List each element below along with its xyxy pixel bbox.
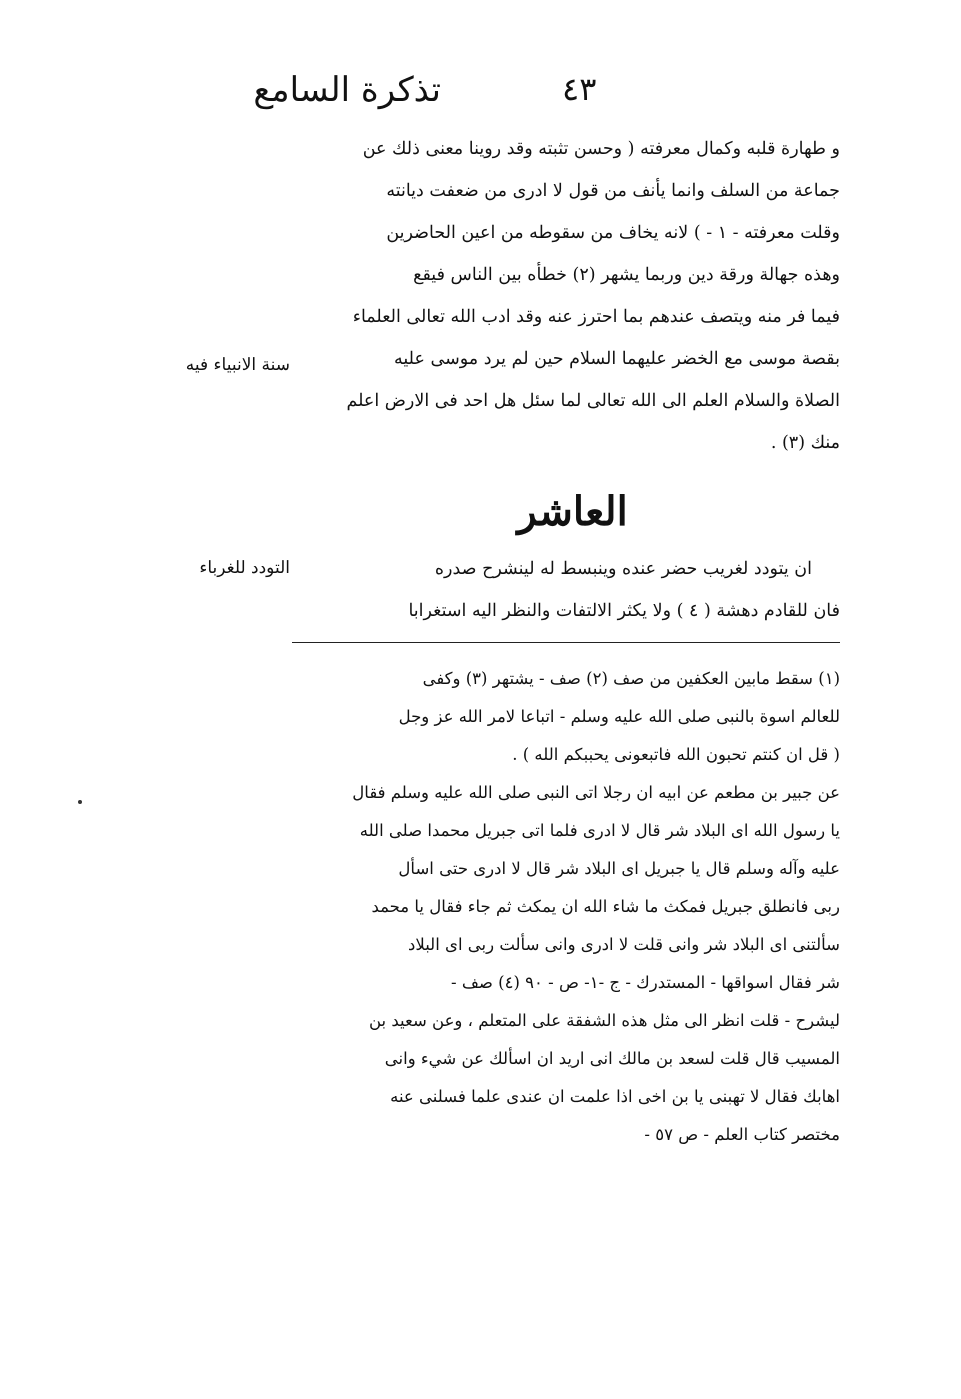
main-text-block	[295, 128, 840, 464]
text-line: بقصة موسى مع الخضر عليهما السلام حين لم يرد موسى عليه	[394, 349, 840, 369]
margin-note-strangers: التودد للغرباء	[199, 558, 290, 578]
section-heading: العاشر	[517, 488, 628, 535]
text-line: وهذه جهالة ورقة دين وربما يشهر (٢) خطأه بين الناس فيقع	[413, 265, 840, 285]
footnote-line: للعالم اسوة بالنبى صلى الله عليه وسلم - اتباعا لامر الله عز وجل	[398, 707, 840, 726]
footnote-line: عليه وآله وسلم قال يا جبريل اى البلاد شر قال لا ادرى حتى اسأل	[398, 859, 840, 878]
text-line: ان يتودد لغريب حضر عنده وينبسط له لينشرح صدره	[434, 559, 812, 579]
footnote-line: (١) سقط مابين العكفين من صف (٢) صف - يشتهر (٣) وكفى	[422, 669, 840, 688]
footnote-line: ربى فانطلق جبريل فمكث ما شاء الله ان يمكث ثم جاء فقال يا محمد	[371, 897, 840, 916]
text-line: الصلاة والسلام العلم الى الله تعالى لما سئل هل احد فى الارض اعلم	[346, 391, 840, 411]
text-line: جماعة من السلف وانما يأنف من قول لا ادرى من ضعفت ديانته	[386, 181, 840, 201]
footnote-line: يا رسول الله اى البلاد شر قال لا ادرى فلما اتى جبريل محمدا صلى الله	[359, 821, 840, 840]
text-line: و طهارة قلبه وكمال معرفته ( وحسن تثبته وقد روينا معنى ذلك عن	[362, 139, 840, 159]
footnote-line: المسيب قال قلت لسعد بن مالك انى اريد ان اسألك عن شيء وانى	[384, 1049, 840, 1068]
footnote-line: اهابك فقال لا تهبنى يا بن اخى اذا علمت ان عندى علما فسلنى عنه	[390, 1087, 840, 1106]
text-line: وقلت معرفته - ١ - ) لانه يخاف من سقوطه من اعين الحاضرين	[386, 223, 840, 243]
scan-speck	[78, 800, 82, 804]
text-line: فان للقادم دهشة ( ٤ ) ولا يكثر الالتفات والنظر اليه استغرابا	[408, 601, 840, 621]
footnote-line: ( قل ان كنتم تحبون الله فاتبعونى يحببكم الله ) .	[512, 745, 840, 764]
footnote-line: مختصر كتاب العلم - ص ٥٧ -	[644, 1125, 840, 1144]
footnote-line: سألتنى اى البلاد شر وانى قلت لا ادرى وانى سألت ربى اى البلاد	[408, 935, 840, 954]
section-paragraph	[295, 548, 840, 632]
text-line: منك (٣) .	[770, 433, 840, 453]
footnote-line: عن جبير بن مطعم عن ابيه ان رجلا اتى النبى صلى الله عليه وسلم فقال	[352, 783, 840, 802]
running-title: تذكرة السامع	[253, 70, 441, 110]
footnote-divider	[292, 642, 840, 643]
footnote-line: ليشرح - قلت انظر الى مثل هذه الشفقة على المتعلم ، وعن سعيد بن	[368, 1011, 840, 1030]
margin-note-prophets: سنة الانبياء فيه	[185, 355, 290, 375]
page-number: ٤٣	[562, 70, 597, 108]
footnotes-block	[295, 660, 840, 1154]
footnote-line: شر فقال اسواقها - المستدرك - ج -١- ص - ٩٠ (٤) صف -	[451, 973, 840, 992]
text-line: فيما فر منه ويتصف عندهم بما احترز عنه وقد ادب الله تعالى العلماء	[352, 307, 840, 327]
